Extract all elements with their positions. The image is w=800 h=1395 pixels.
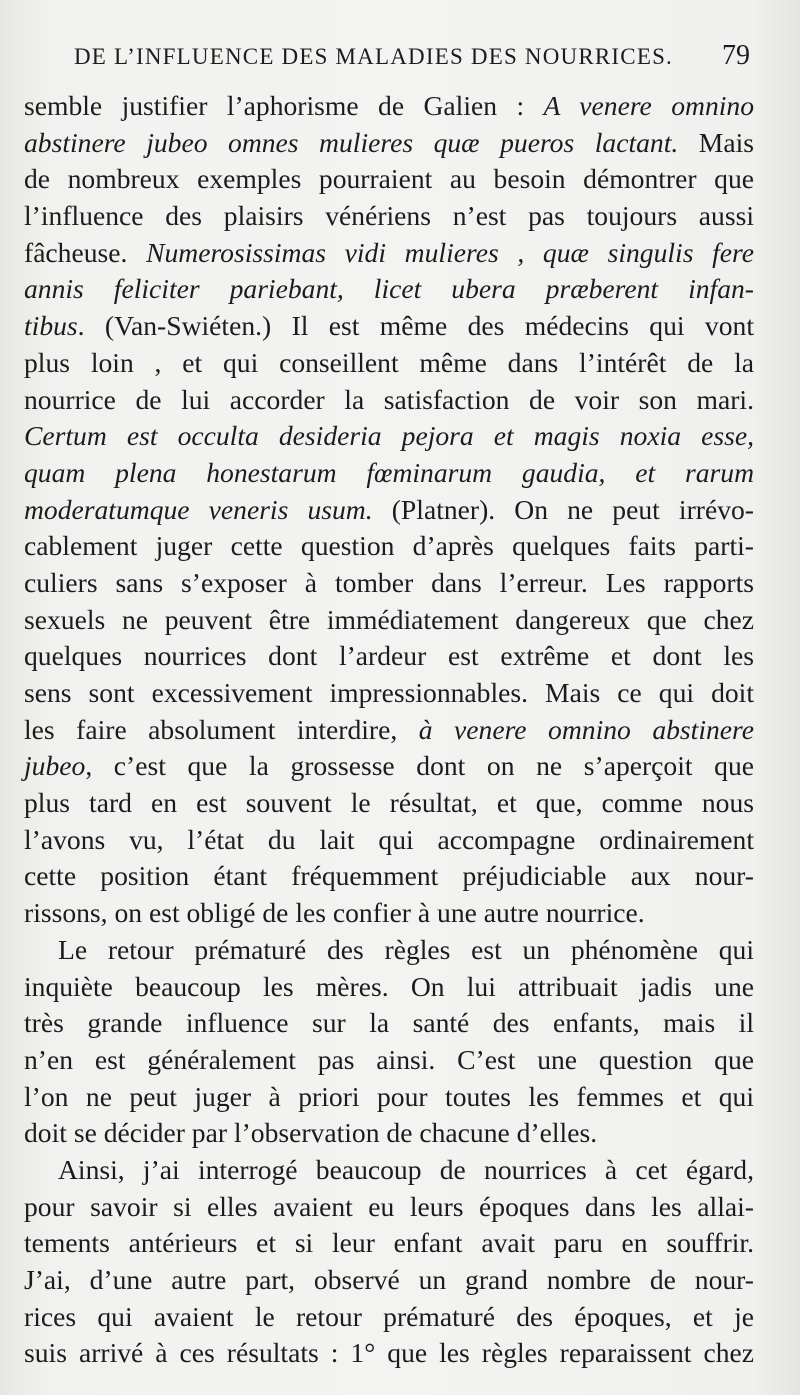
text-line <box>24 382 754 419</box>
text-run: cablement juger cette question d’après quelques faits parti- <box>24 530 754 562</box>
text-run: les faire absolument interdire, <box>24 713 419 745</box>
text-line <box>24 895 754 932</box>
text-run: (Platner). On ne peut irrévo- <box>372 493 754 525</box>
text-run: Le retour prématuré des règles est un phénomène qui <box>58 933 754 965</box>
text-line <box>24 785 754 822</box>
text-run: rices qui avaient le retour prématuré des époques, et je <box>24 1300 754 1332</box>
text-line <box>24 932 754 969</box>
text-run: l’influence des plaisirs vénériens n’est pas toujours aussi <box>24 200 754 232</box>
text-run: J’ai, d’une autre part, observé un grand nombre de nour- <box>24 1264 754 1295</box>
text-line <box>24 858 754 895</box>
text-run: culiers sans s’exposer à tomber dans l’erreur. Les rapports <box>24 566 754 598</box>
text-line <box>24 1115 754 1152</box>
text-line <box>24 1189 754 1226</box>
text-line <box>24 1262 754 1299</box>
italic-latin-text: abstinere jubeo omnes mulieres quæ pueros lactant. <box>24 126 679 158</box>
text-line <box>24 308 754 345</box>
text-line <box>24 1079 754 1116</box>
text-run: nourrice de lui accorder la satisfaction de voir son mari. <box>24 383 754 415</box>
text-run: tements antérieurs et si leur enfant avait paru en souffrir. <box>24 1227 754 1259</box>
text-run: semble justifier l’aphorisme de Galien : <box>24 90 544 121</box>
text-line <box>24 418 754 455</box>
text-line <box>24 1005 754 1042</box>
text-run: Ainsi, j’ai interrogé beaucoup de nourrices à cet égard, <box>58 1153 754 1185</box>
text-line <box>24 198 754 235</box>
text-run: sexuels ne peuvent être immédiatement dangereux que chez <box>24 603 754 635</box>
text-run: l’avons vu, l’état du lait qui accompagne ordinairement <box>24 823 754 855</box>
text-line <box>24 1042 754 1079</box>
italic-latin-text: à venere omnino abstinere <box>418 713 754 745</box>
text-line <box>24 235 754 272</box>
text-line <box>24 969 754 1006</box>
text-line <box>24 565 754 602</box>
text-line <box>24 822 754 859</box>
text-line <box>24 455 754 492</box>
text-run: cette position étant fréquemment préjudiciable aux nour- <box>24 860 754 892</box>
text-run: rissons, on est obligé de les confier à une autre nourrice. <box>24 897 645 929</box>
italic-latin-text: quam plena honestarum fœminarum gaudia, et rarum <box>24 456 754 488</box>
text-run: plus loin , et qui conseillent même dans l’intérêt de la <box>24 346 754 378</box>
running-title: DE L’INFLUENCE DES MALADIES DES NOURRICES. <box>74 44 674 69</box>
text-line <box>24 528 754 565</box>
text-run: doit se décider par l’observation de chacune d’elles. <box>24 1117 598 1149</box>
text-line <box>24 1152 754 1189</box>
text-run: pour savoir si elles avaient eu leurs époques dans les allai- <box>24 1190 754 1222</box>
italic-latin-text: Numerosissimas vidi mulieres , quæ singulis fere <box>146 236 754 268</box>
text-run: très grande influence sur la santé des enfants, mais il <box>24 1007 754 1039</box>
page-header <box>0 40 800 80</box>
text-run: de nombreux exemples pourraient au besoin démontrer que <box>24 163 754 195</box>
text-run: sens sont excessivement impressionnables. Mais ce qui doit <box>24 677 754 708</box>
text-run: suis arrivé à ces résultats : 1° que les règles reparaissent chez <box>24 1337 754 1369</box>
text-line <box>24 602 754 639</box>
italic-latin-text: Certum est occulta desideria pejora et magis noxia esse, <box>24 420 754 452</box>
body-text <box>24 88 754 1372</box>
text-line <box>24 161 754 198</box>
italic-latin-text: tibus <box>24 310 78 342</box>
page-number: 79 <box>722 40 750 71</box>
text-run: . (Van-Swiéten.) Il est même des médecins qui vont <box>77 310 754 342</box>
text-line <box>24 675 754 712</box>
text-run: , c’est que la grossesse dont on ne s’aperçoit que <box>85 750 754 782</box>
text-run: n’en est généralement pas ainsi. C’est une question que <box>24 1043 754 1075</box>
italic-latin-text: jubeo <box>24 750 86 782</box>
text-line <box>24 271 754 308</box>
text-line <box>24 1225 754 1262</box>
italic-latin-text: annis feliciter pariebant, licet ubera præberent infan- <box>24 273 754 305</box>
italic-latin-text: A venere omnino <box>543 90 754 121</box>
italic-latin-text: moderatumque veneris usum. <box>24 493 373 525</box>
text-line <box>24 638 754 675</box>
text-run: quelques nourrices dont l’ardeur est extrême et dont les <box>24 640 754 672</box>
text-line <box>24 748 754 785</box>
text-line <box>24 88 754 125</box>
text-line <box>24 1299 754 1336</box>
text-line <box>24 345 754 382</box>
text-run: Mais <box>678 126 754 158</box>
text-line <box>24 712 754 749</box>
text-run: plus tard en est souvent le résultat, et que, comme nous <box>24 787 754 819</box>
text-line <box>24 125 754 162</box>
text-line <box>24 1335 754 1372</box>
text-run: inquiète beaucoup les mères. On lui attribuait jadis une <box>24 970 754 1002</box>
text-run: fâcheuse. <box>24 236 147 268</box>
text-line <box>24 492 754 529</box>
text-run: l’on ne peut juger à priori pour toutes les femmes et qui <box>24 1080 754 1112</box>
